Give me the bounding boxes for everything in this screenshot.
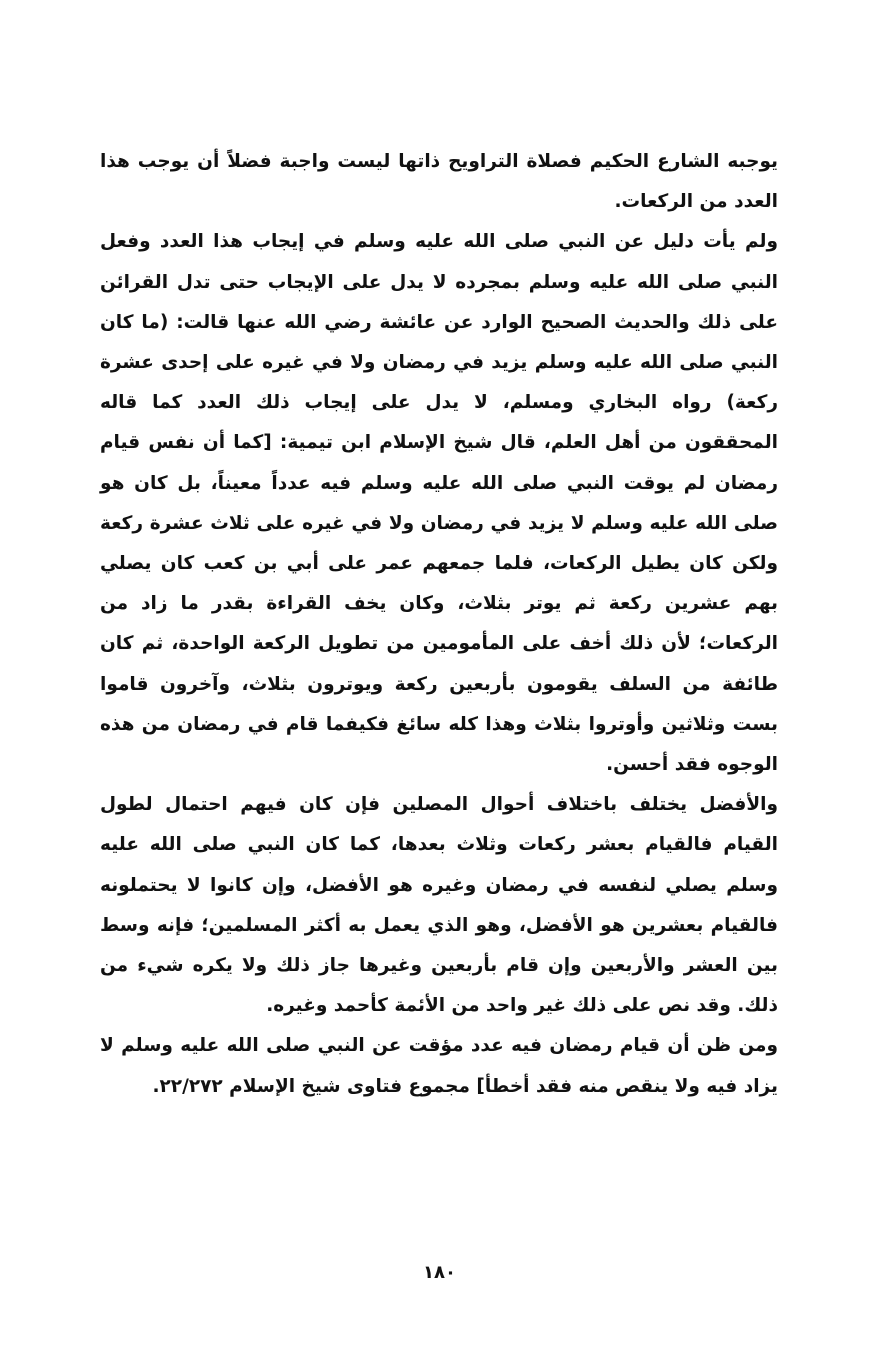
paragraph-4: ومن ظن أن قيام رمضان فيه عدد مؤقت عن النبي صلى الله عليه وسلم لا يزاد فيه ولا ينقص منه فقد أخطأ] مجموع فتاوى شيخ الإسلام ٢٢/٢٧٢. bbox=[100, 1035, 778, 1097]
paragraph-3: والأفضل يختلف باختلاف أحوال المصلين فإن كان فيهم احتمال لطول القيام فالقيام بعشر ركعات وثلاث بعدها، كما كان النبي صلى الله عليه وسلم يصلي لنفسه في رمضان وغيره هو الأفضل، وإن كانوا لا يحتملونه فالقيام بعشرين هو الأفضل، وهو الذي يعمل به أكثر المسلمين؛ فإنه وسط بين العشر والأربعين وإن قام بأربعين وغيرها جاز ذلك ولا يكره شيء من ذلك. وقد نص على ذلك غير واحد من الأئمة كأحمد وغيره. bbox=[100, 794, 778, 1017]
paragraph-1: يوجبه الشارع الحكيم فصلاة التراويح ذاتها ليست واجبة فضلاً أن يوجب هذا العدد من الركعات. bbox=[100, 151, 778, 213]
paragraph-2: ولم يأت دليل عن النبي صلى الله عليه وسلم في إيجاب هذا العدد وفعل النبي صلى الله عليه وسلم بمجرده لا يدل على الإيجاب حتى تدل القرائن على ذلك والحديث الصحيح الوارد عن عائشة رضي الله عنها قالت: (ما كان النبي صلى الله عليه وسلم يزيد في رمضان ولا في غيره على إحدى عشرة ركعة) رواه البخاري ومسلم، لا يدل على إيجاب ذلك العدد كما قاله المحققون من أهل العلم، قال شيخ الإسلام ابن تيمية: [كما أن نفس قيام رمضان لم يوقت النبي صلى الله عليه وسلم فيه عدداً معيناً، بل كان هو صلى الله عليه وسلم لا يزيد في رمضان ولا في غيره على ثلاث عشرة ركعة ولكن كان يطيل الركعات، فلما جمعهم عمر على أبي بن كعب كان يصلي بهم عشرين ركعة ثم يوتر بثلاث، وكان يخف القراءة بقدر ما زاد من الركعات؛ لأن ذلك أخف على المأمومين من تطويل الركعة الواحدة، ثم كان طائفة من السلف يقومون بأربعين ركعة ويوترون بثلاث، وآخرون قاموا بست وثلاثين وأوتروا بثلاث وهذا كله سائغ فكيفما قام في رمضان من هذه الوجوه فقد أحسن. bbox=[100, 231, 778, 776]
body-text bbox=[100, 142, 778, 1107]
page-number: ١٨٠ bbox=[423, 1262, 456, 1283]
